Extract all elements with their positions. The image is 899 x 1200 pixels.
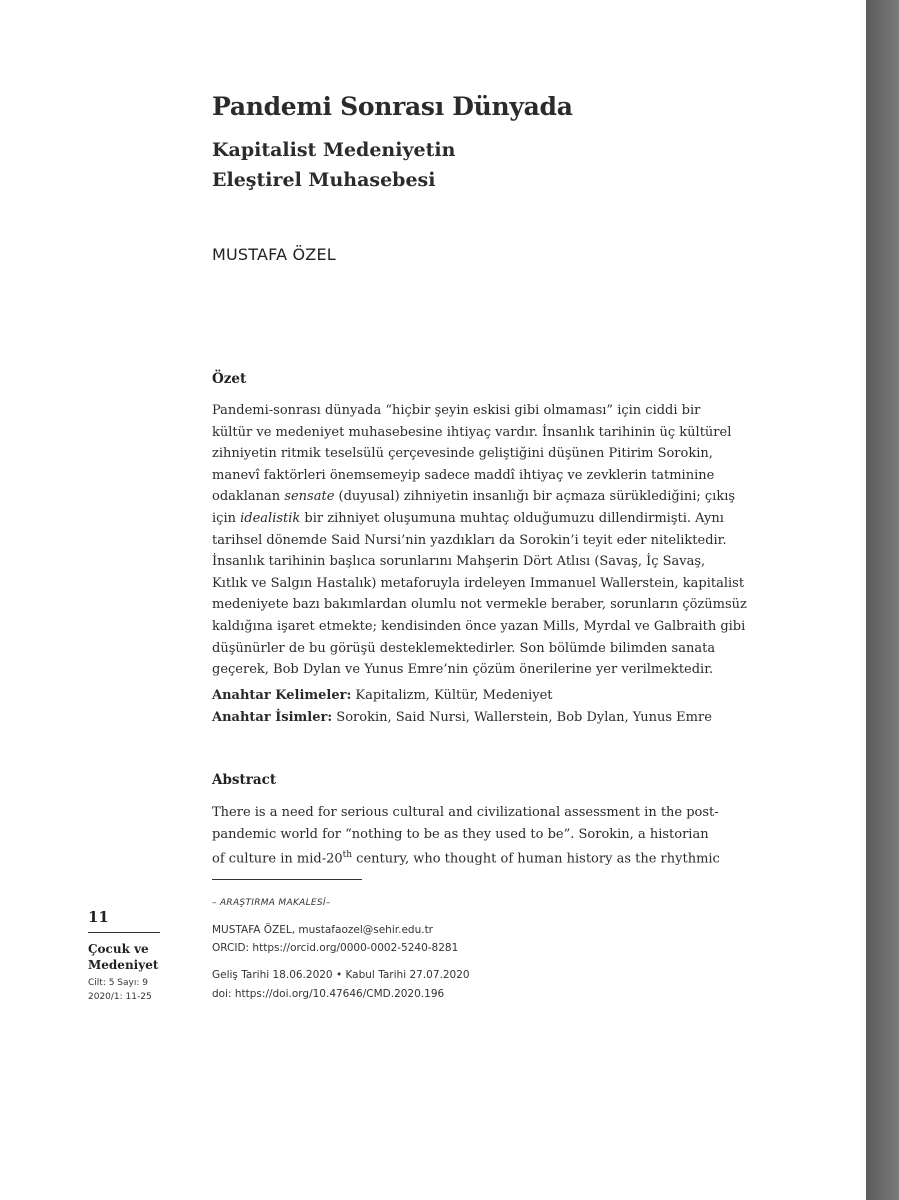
text-line: manevî faktörleri önemsemeyip sadece maddî ihtiyaç ve zevklerin tatminine — [212, 467, 715, 483]
text-line: pandemic world for “nothing to be as they used to be”. Sorokin, a historian — [212, 826, 709, 842]
text-segment: için — [212, 510, 241, 526]
keywords-label: Anahtar Kelimeler: — [212, 688, 352, 703]
text-segment: bir zihniyet oluşumuna muhtaç olduğumuzu dillendirmişti. Aynı — [300, 510, 724, 526]
superscript: th — [342, 850, 353, 861]
author-contact: MUSTAFA ÖZEL, mustafaozel@sehir.edu.tr — [212, 924, 433, 936]
text-segment: (duyusal) zihniyetin insanlığı bir açmaza sürüklediğini; çıkış — [334, 489, 736, 505]
text-line: Kıtlık ve Salgın Hastalık) metaforuyla irdeleyen Immanuel Wallerstein, kapitalist — [212, 575, 745, 591]
journal-meta — [88, 976, 152, 1004]
text-line: zihniyetin ritmik teselsülü çerçevesinde geliştiğini düşünen Pitirim Sorokin, — [212, 446, 713, 462]
journal-name — [88, 941, 158, 973]
journal-volume: Cilt: 5 Sayı: 9 — [88, 978, 148, 988]
orcid-link[interactable]: ORCID: https://orcid.org/0000-0002-5240-8281 — [212, 942, 459, 954]
keywords-line — [212, 688, 553, 703]
article-title: Pandemi Sonrası Dünyada — [212, 92, 573, 121]
journal-year-pages: 2020/1: 11-25 — [88, 992, 152, 1002]
doi-link[interactable]: doi: https://doi.org/10.47646/CMD.2020.196 — [212, 988, 445, 1000]
text-line: kaldığına işaret etmekte; kendisinden önce yazan Mills, Myrdal ve Galbraith gibi — [212, 618, 746, 634]
text-line: İnsanlık tarihinin başlıca sorunlarını Mahşerin Dört Atlısı (Savaş, İç Savaş, — [212, 554, 706, 570]
subtitle-line: Eleştirel Muhasebesi — [212, 169, 436, 191]
text-line: tarihsel dönemde Said Nursi’nin yazdıkları da Sorokin’i teyit eder niteliktedir. — [212, 532, 727, 548]
abstract-heading: Abstract — [212, 772, 277, 788]
text-line: medeniyete bazı bakımlardan olumlu not vermekle beraber, sorunların çözümsüz — [212, 597, 747, 613]
author-name: MUSTAFA ÖZEL — [212, 245, 336, 264]
italic-term: sensate — [284, 489, 335, 505]
article-category: – ARAŞTIRMA MAKALESİ– — [212, 898, 331, 908]
text-line: There is a need for serious cultural and civilizational assessment in the post- — [212, 805, 719, 820]
ozet-paragraph — [212, 400, 772, 681]
keywords-value: Kapitalizm, Kültür, Medeniyet — [351, 688, 553, 703]
text-segment: century, who thought of human history as the rhythmic — [352, 851, 720, 867]
article-dates: Geliş Tarihi 18.06.2020 • Kabul Tarihi 27.07.2020 — [212, 969, 470, 981]
subtitle-line: Kapitalist Medeniyetin — [212, 139, 456, 161]
text-line — [212, 486, 772, 508]
article-subtitle — [212, 135, 455, 195]
text-line — [212, 508, 772, 530]
key-names-label: Anahtar İsimler: — [212, 710, 333, 725]
journal-name-line: Medeniyet — [88, 958, 159, 972]
text-segment: of culture in mid-20 — [212, 851, 343, 867]
text-segment: odaklanan — [212, 489, 285, 505]
abstract-paragraph — [212, 802, 772, 870]
text-line: kültür ve medeniyet muhasebesine ihtiyaç vardır. İnsanlık tarihinin üç kültürel — [212, 424, 732, 440]
page-number: 11 — [88, 908, 109, 926]
journal-name-line: Çocuk ve — [88, 942, 149, 956]
key-names-value: Sorokin, Said Nursi, Wallerstein, Bob Dylan, Yunus Emre — [332, 710, 712, 725]
footnote-divider — [212, 879, 362, 880]
text-line — [212, 845, 772, 870]
text-line: Pandemi-sonrası dünyada “hiçbir şeyin eskisi gibi olmaması” için ciddi bir — [212, 403, 701, 418]
italic-term: idealistik — [240, 510, 301, 526]
page-edge-shadow — [866, 0, 899, 1200]
text-line: geçerek, Bob Dylan ve Yunus Emre’nin çözüm önerilerine yer verilmektedir. — [212, 662, 714, 678]
text-line: düşünürler de bu görüşü desteklemektedirler. Son bölümde bilimden sanata — [212, 640, 716, 656]
ozet-heading: Özet — [212, 371, 247, 387]
key-names-line — [212, 710, 712, 725]
sidebar-divider — [88, 932, 160, 933]
